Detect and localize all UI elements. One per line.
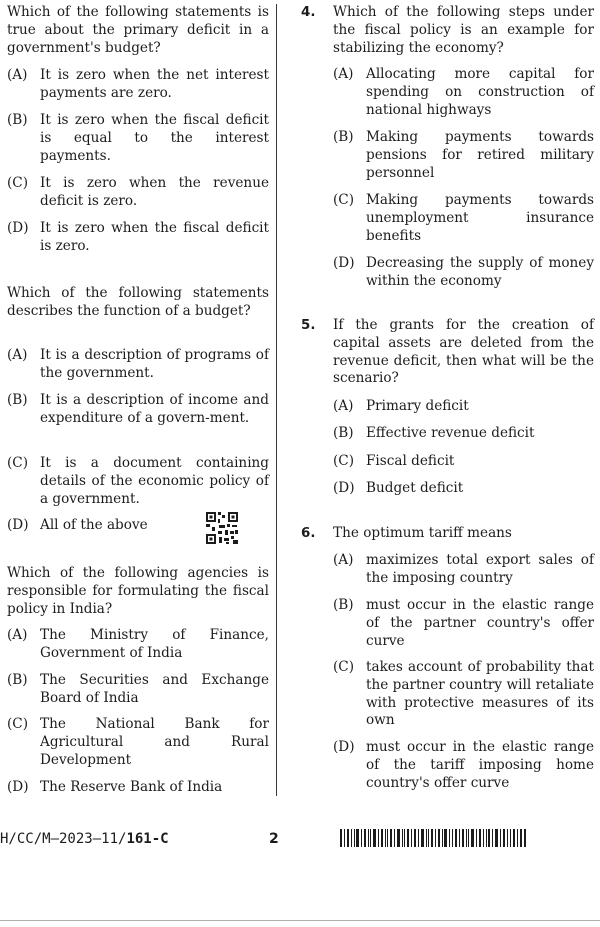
question-6-option-c: (C) takes account of probability that the partner country will retaliate with protective measures of its own bbox=[333, 659, 594, 729]
question-2-text: Which of the following statements describes the function of a budget? bbox=[7, 285, 269, 319]
bottom-rule bbox=[0, 920, 600, 921]
question-6-text: The optimum tariff means bbox=[333, 525, 512, 541]
question-2-option-c: (C) It is a document containing details of the economic policy of a government. bbox=[7, 455, 269, 507]
question-6-option-a: (A) maximizes total export sales of the imposing country bbox=[333, 552, 594, 586]
question-2-option-b: (B) It is a description of income and expenditure of a govern-ment. bbox=[7, 392, 269, 426]
question-5-option-c: (C) Fiscal deficit bbox=[333, 453, 455, 469]
question-5-option-d: (D) Budget deficit bbox=[333, 480, 464, 496]
question-2 bbox=[7, 285, 269, 321]
question-6 bbox=[301, 525, 594, 543]
barcode-icon bbox=[340, 829, 526, 847]
question-6-option-b: (B) must occur in the elastic range of the partner country's offer curve bbox=[333, 597, 594, 649]
question-5-option-a: (A) Primary deficit bbox=[333, 398, 469, 414]
question-3 bbox=[7, 565, 269, 618]
question-3-option-d: (D) The Reserve Bank of India bbox=[7, 779, 223, 795]
question-2-option-d: (D) All of the above bbox=[7, 517, 148, 533]
question-4 bbox=[301, 4, 594, 57]
question-1-option-c: (C) It is zero when the revenue deficit is zero. bbox=[7, 175, 269, 209]
question-4-option-c: (C) Making payments towards unemployment insurance benefits bbox=[333, 192, 594, 244]
question-1-option-d: (D) It is zero when the fiscal deficit is zero. bbox=[7, 220, 269, 254]
question-6-option-d: (D) must occur in the elastic range of the tariff imposing home country's offer curve bbox=[333, 739, 594, 791]
question-4-option-b: (B) Making payments towards pensions for retired military personnel bbox=[333, 129, 594, 181]
page-number: 2 bbox=[269, 831, 279, 847]
column-divider bbox=[276, 4, 277, 796]
question-1 bbox=[7, 4, 269, 57]
question-5-number: 5. bbox=[301, 318, 316, 333]
question-3-option-a: (A) The Ministry of Finance, Government of India bbox=[7, 627, 269, 661]
qr-code-icon bbox=[205, 511, 239, 545]
question-4-option-d: (D) Decreasing the supply of money within the economy bbox=[333, 255, 594, 289]
question-3-option-b: (B) The Securities and Exchange Board of India bbox=[7, 672, 269, 706]
paper-code: H/CC/M–2023–11/161-C bbox=[0, 831, 169, 847]
question-4-number: 4. bbox=[301, 5, 316, 20]
question-1-option-b: (B) It is zero when the fiscal deficit is equal to the interest payments. bbox=[7, 112, 269, 164]
question-6-number: 6. bbox=[301, 526, 316, 541]
question-5-text: If the grants for the creation of capital assets are deleted from the revenue deficit, then what will be the scenario? bbox=[333, 317, 594, 387]
question-2-option-a: (A) It is a description of programs of the government. bbox=[7, 347, 269, 381]
question-3-option-c: (C) The National Bank for Agricultural and Rural Development bbox=[7, 716, 269, 768]
question-5 bbox=[301, 317, 594, 388]
question-5-option-b: (B) Effective revenue deficit bbox=[333, 425, 535, 441]
question-1-text: Which of the following statements is true about the primary deficit in a government's budget? bbox=[7, 4, 269, 56]
question-4-text: Which of the following steps under the fiscal policy is an example for stabilizing the economy? bbox=[333, 4, 594, 56]
question-4-option-a: (A) Allocating more capital for spending on construction of national highways bbox=[333, 66, 594, 118]
question-3-text: Which of the following agencies is responsible for formulating the fiscal policy in India? bbox=[7, 565, 269, 617]
question-1-option-a: (A) It is zero when the net interest payments are zero. bbox=[7, 67, 269, 101]
